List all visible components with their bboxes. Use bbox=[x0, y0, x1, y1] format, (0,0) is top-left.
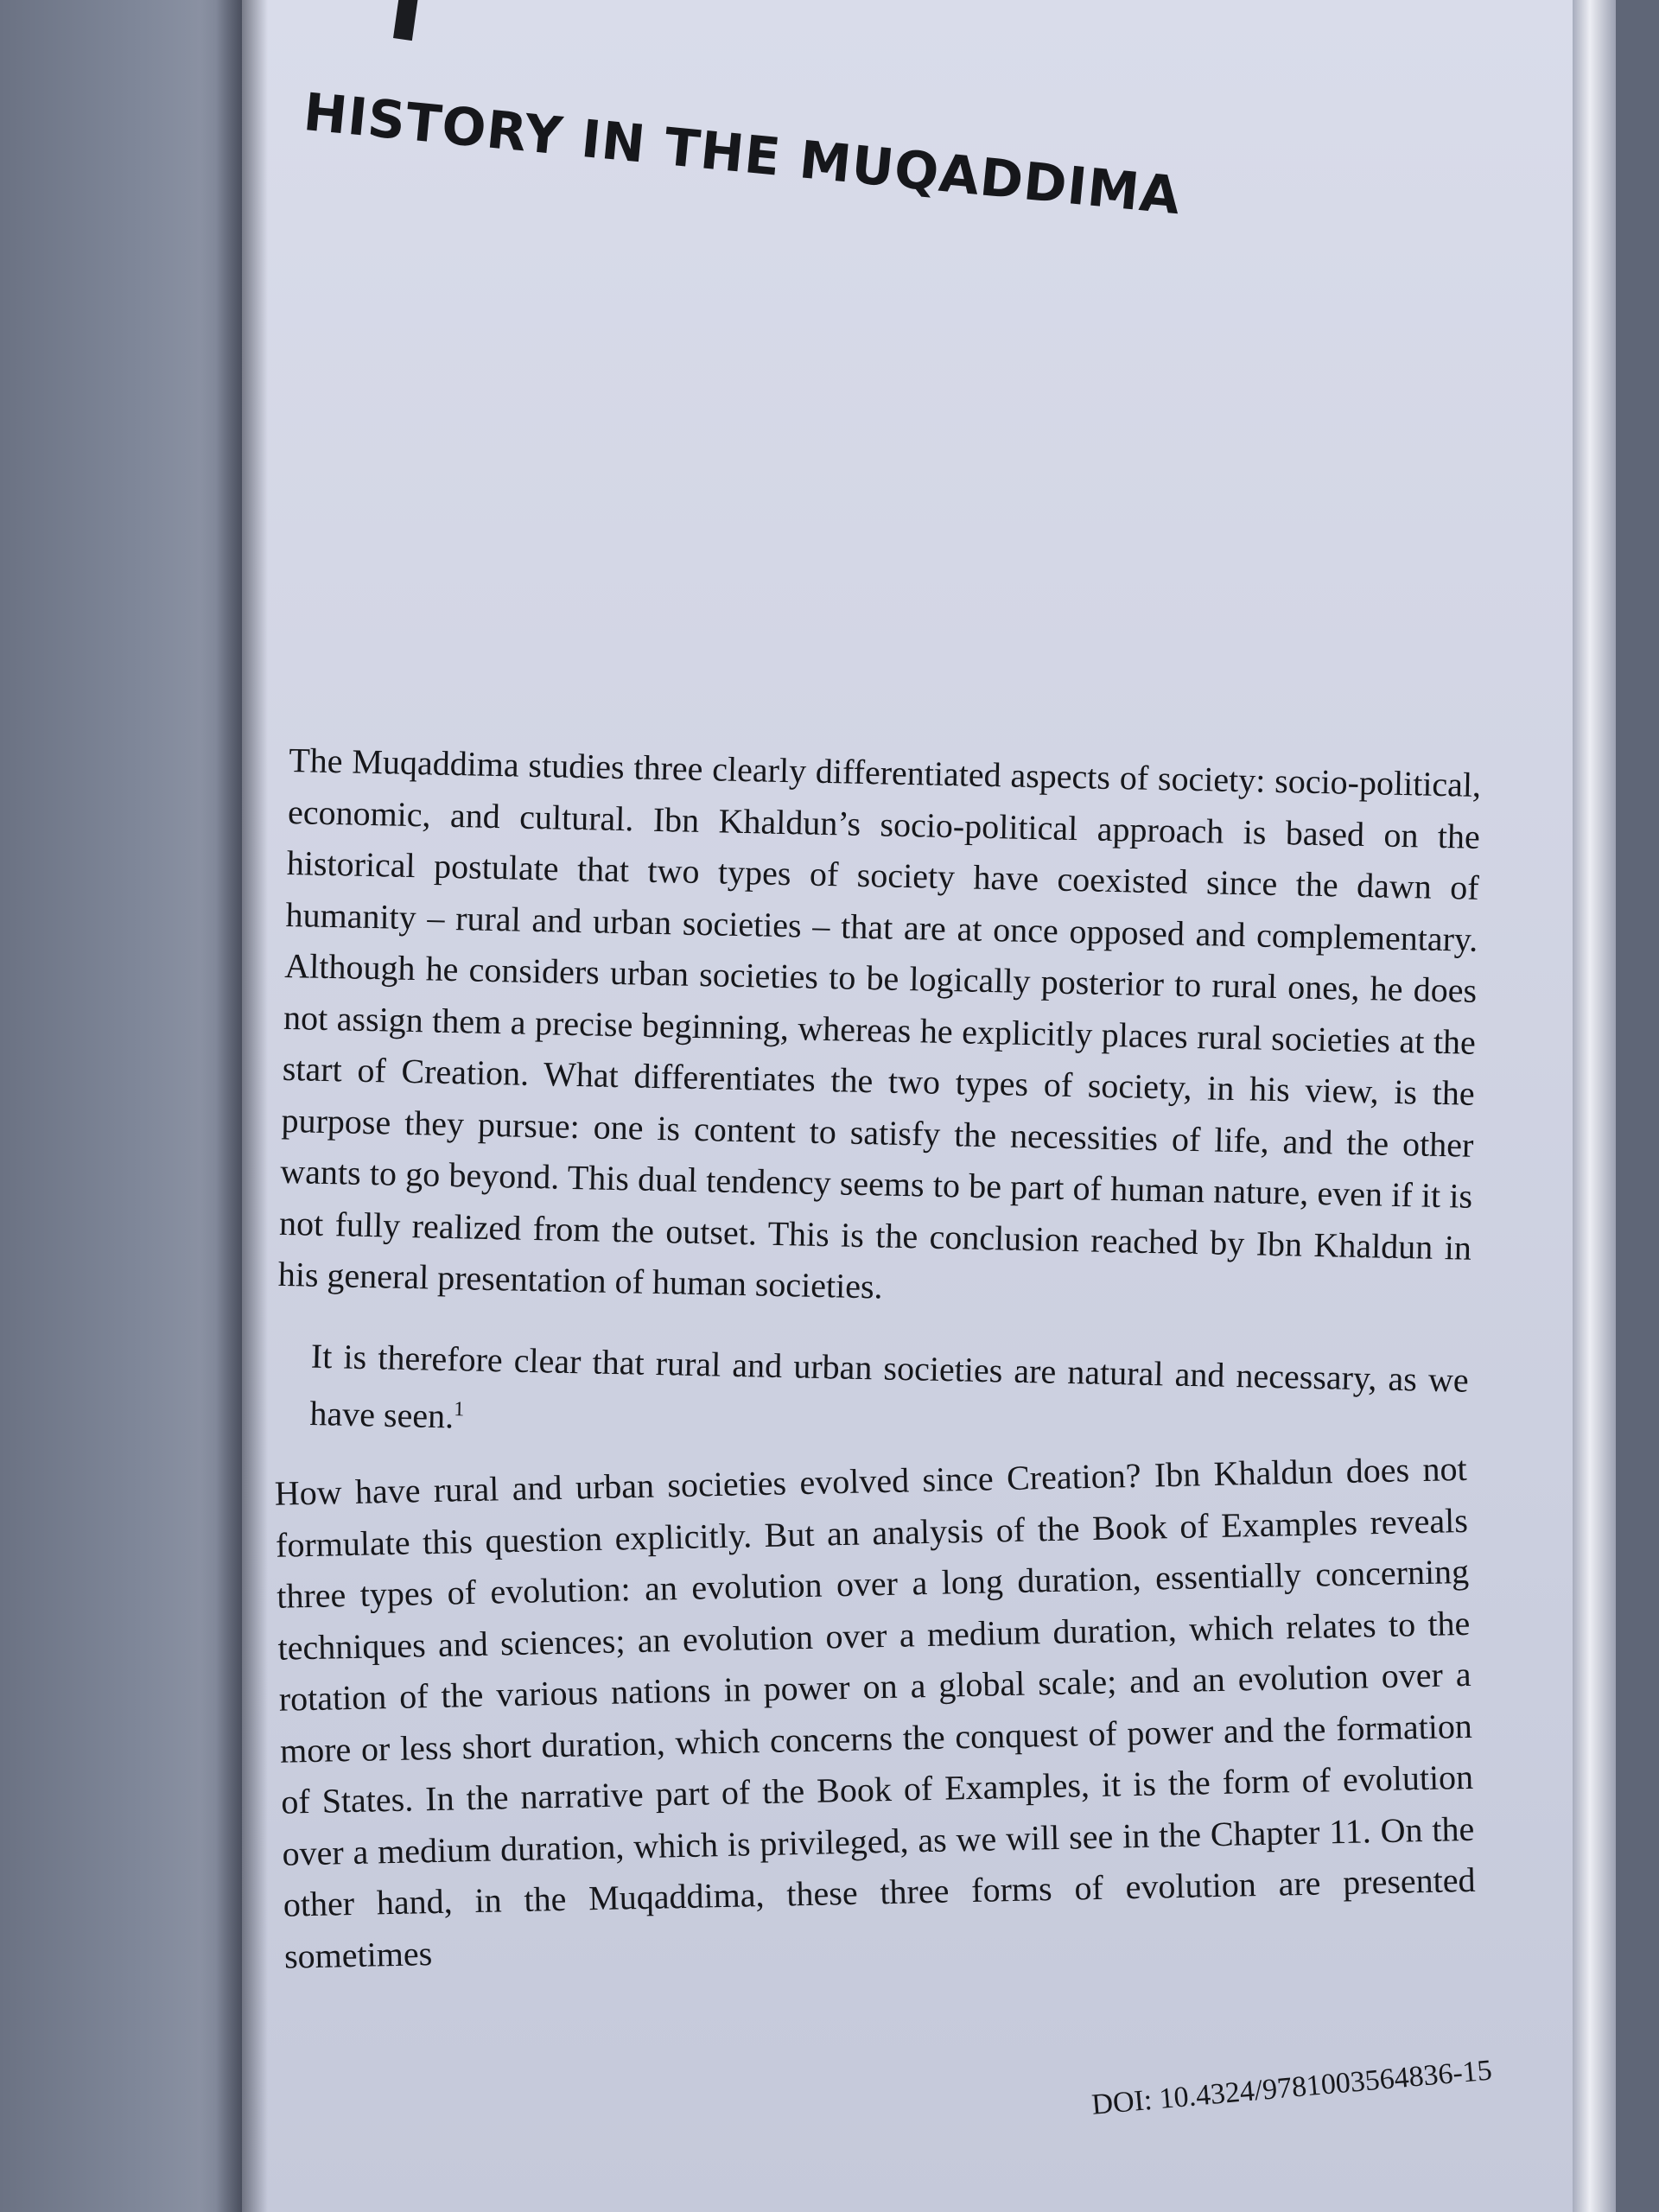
footnote-marker: 1 bbox=[454, 1398, 465, 1421]
doi-line: DOI: 10.4324/9781003564836-15 bbox=[1090, 2054, 1494, 2121]
book-gutter bbox=[216, 0, 268, 2212]
paragraph-2: How have rural and urban societies evolved since Creation? Ibn Khaldun does not formulate this question explicitly. But an analysis of the Book of Examples reveals three types of evolution: an evolution over a long duration, essentially concerning techniques and sciences; an evolution over a medium duration, which relates to the rotation of the various nations in power on a global scale; and an evolution over a more or less short duration, which concerns the conquest of power and the formation of States. In the narrative part of the Book of Examples, it is the form of evolution over a medium duration, which is privileged, as we will see in the Chapter 11. On the other hand, in the Muqaddima, these three forms of evolution are presented sometimes bbox=[274, 1448, 1476, 1976]
body-text bbox=[264, 734, 1482, 2006]
chapter-title: HISTORY IN THE MUQADDIMA bbox=[301, 82, 1184, 227]
left-page bbox=[0, 0, 251, 2212]
paragraph-1: The Muqaddima studies three clearly differentiated aspects of society: socio-political, economic, and cultural. Ibn Khaldun’s socio-political approach is based on the historical postulate that two types of society have coexisted since the dawn of humanity – rural and urban societies – that are at once opposed and complementary. Although he considers urban societies to be logically posterior to rural ones, he does not assign them a precise beginning, whereas he explicitly places rural societies at the start of Creation. What differentiates the two types of society, in his view, is the purpose they pursue: one is content to satisfy the necessities of life, and the other wants to go beyond. This dual tendency seems to be part of human nature, even if it is not fully realized from the outset. This is the conclusion reached by Ibn Khaldun in his general presentation of human societies. bbox=[277, 740, 1482, 1306]
page-edge bbox=[1573, 0, 1616, 2212]
quote-text: It is therefore clear that rural and urban societies are natural and necessary, as we have seen. bbox=[309, 1336, 1470, 1436]
block-quote bbox=[309, 1330, 1469, 1463]
